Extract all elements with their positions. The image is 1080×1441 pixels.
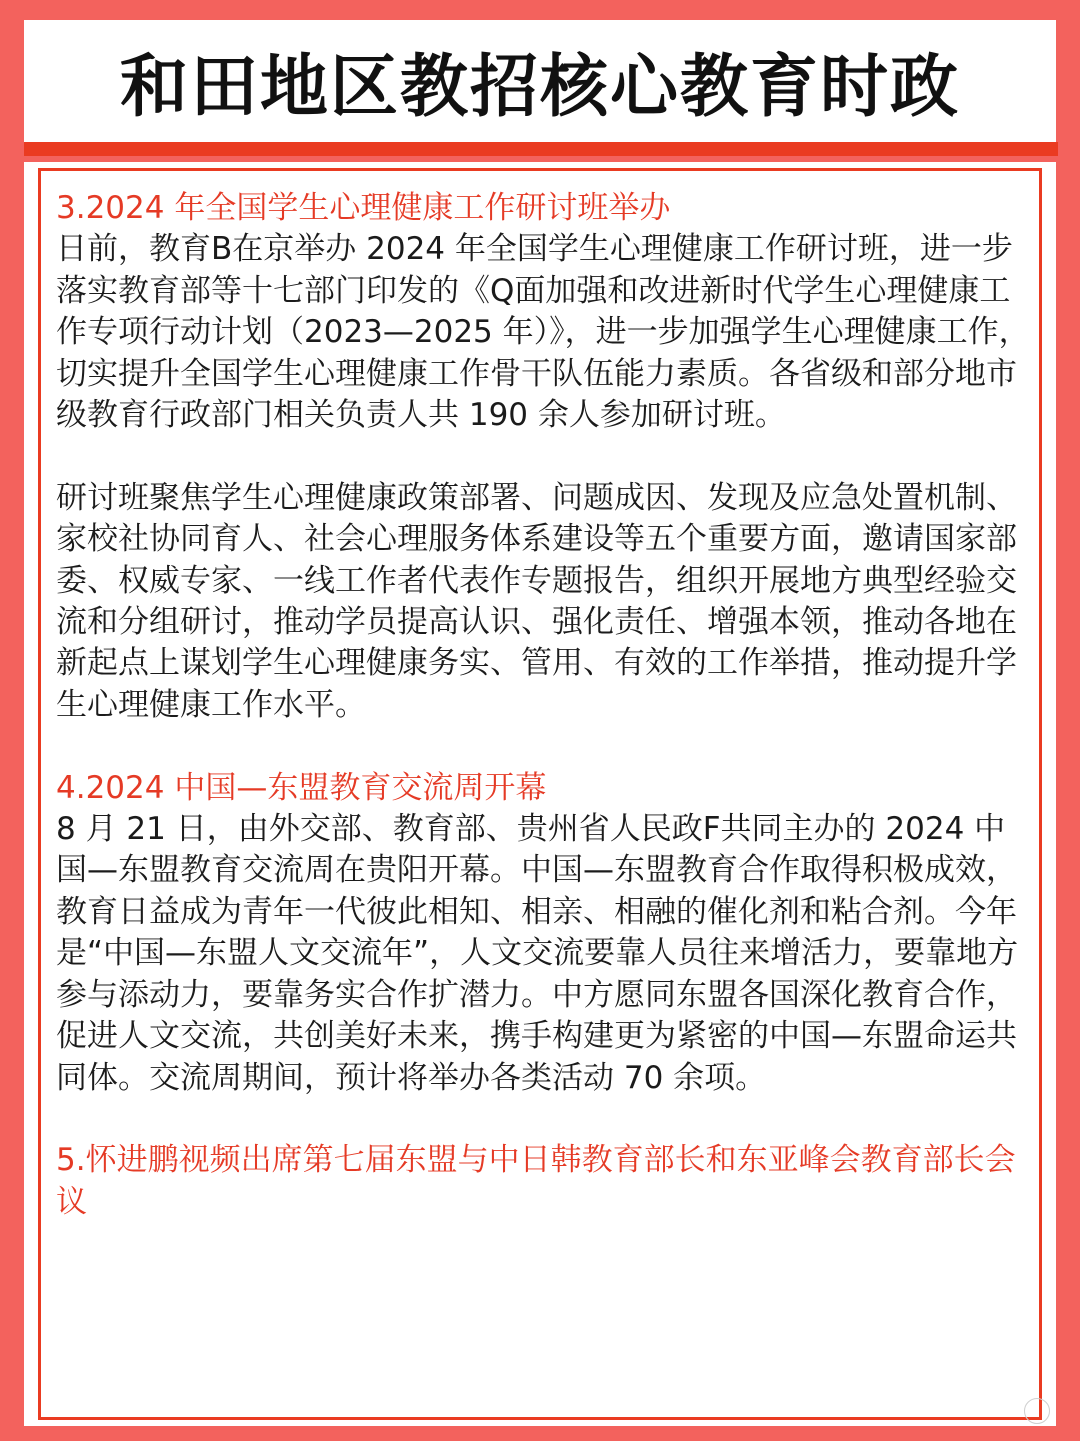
section-3-paragraph-1: 日前，教育B在京举办 2024 年全国学生心理健康工作研讨班，进一步落实教育部等十七部门印发的《Q面加强和改进新时代学生心理健康工作专项行动计划（2023—2025 年）》，进一步加强学生心理健康工作，切实提升全国学生心理健康工作骨干队伍能力素质。各省级和部分地市级教育行政部门相关负责人共 190 余人参加研讨班。 [56, 231, 1030, 434]
accent-bar [24, 142, 1058, 156]
paragraph-gap [56, 436, 1036, 477]
watermark-icon [1024, 1398, 1050, 1424]
section-5-heading: 5.怀进鹏视频出席第七届东盟与中日韩教育部长和东亚峰会教育部长会议 [56, 1142, 1016, 1220]
section-4-heading: 4.2024 中国—东盟教育交流周开幕 [56, 769, 547, 806]
section-3-heading: 3.2024 年全国学生心理健康工作研讨班举办 [56, 190, 671, 226]
section-4 [56, 768, 1036, 1099]
content-card [24, 162, 1056, 1426]
page-title: 和田地区教招核心教育时政 [119, 47, 960, 127]
article-body [56, 188, 1036, 1265]
title-banner [24, 20, 1056, 142]
section-5 [56, 1140, 1036, 1223]
section-3 [56, 188, 1036, 726]
section-4-paragraph-1: 8 月 21 日，由外交部、教育部、贵州省人民政F共同主办的 2024 中国—东盟教育交流周在贵阳开幕。中国—东盟教育合作取得积极成效，教育日益成为青年一代彼此相知、相亲、相融的催化剂和粘合剂。今年是“中国—东盟人文交流年”，人文交流要靠人员往来增活力，要靠地方参与添动力，要靠务实合作扩潜力。中方愿同东盟各国深化教育合作，促进人文交流，共创美好未来，携手构建更为紧密的中国—东盟命运共同体。交流周期间，预计将举办各类活动 70 余项。 [56, 811, 1019, 1096]
section-3-paragraph-2: 研讨班聚焦学生心理健康政策部署、问题成因、发现及应急处置机制、家校社协同育人、社会心理服务体系建设等五个重要方面，邀请国家部委、权威专家、一线工作者代表作专题报告，组织开展地方典型经验交流和分组研讨，推动学员提高认识、强化责任、增强本领，推动各地在新起点上谋划学生心理健康务实、管用、有效的工作举措，推动提升学生心理健康工作水平。 [56, 479, 1017, 723]
